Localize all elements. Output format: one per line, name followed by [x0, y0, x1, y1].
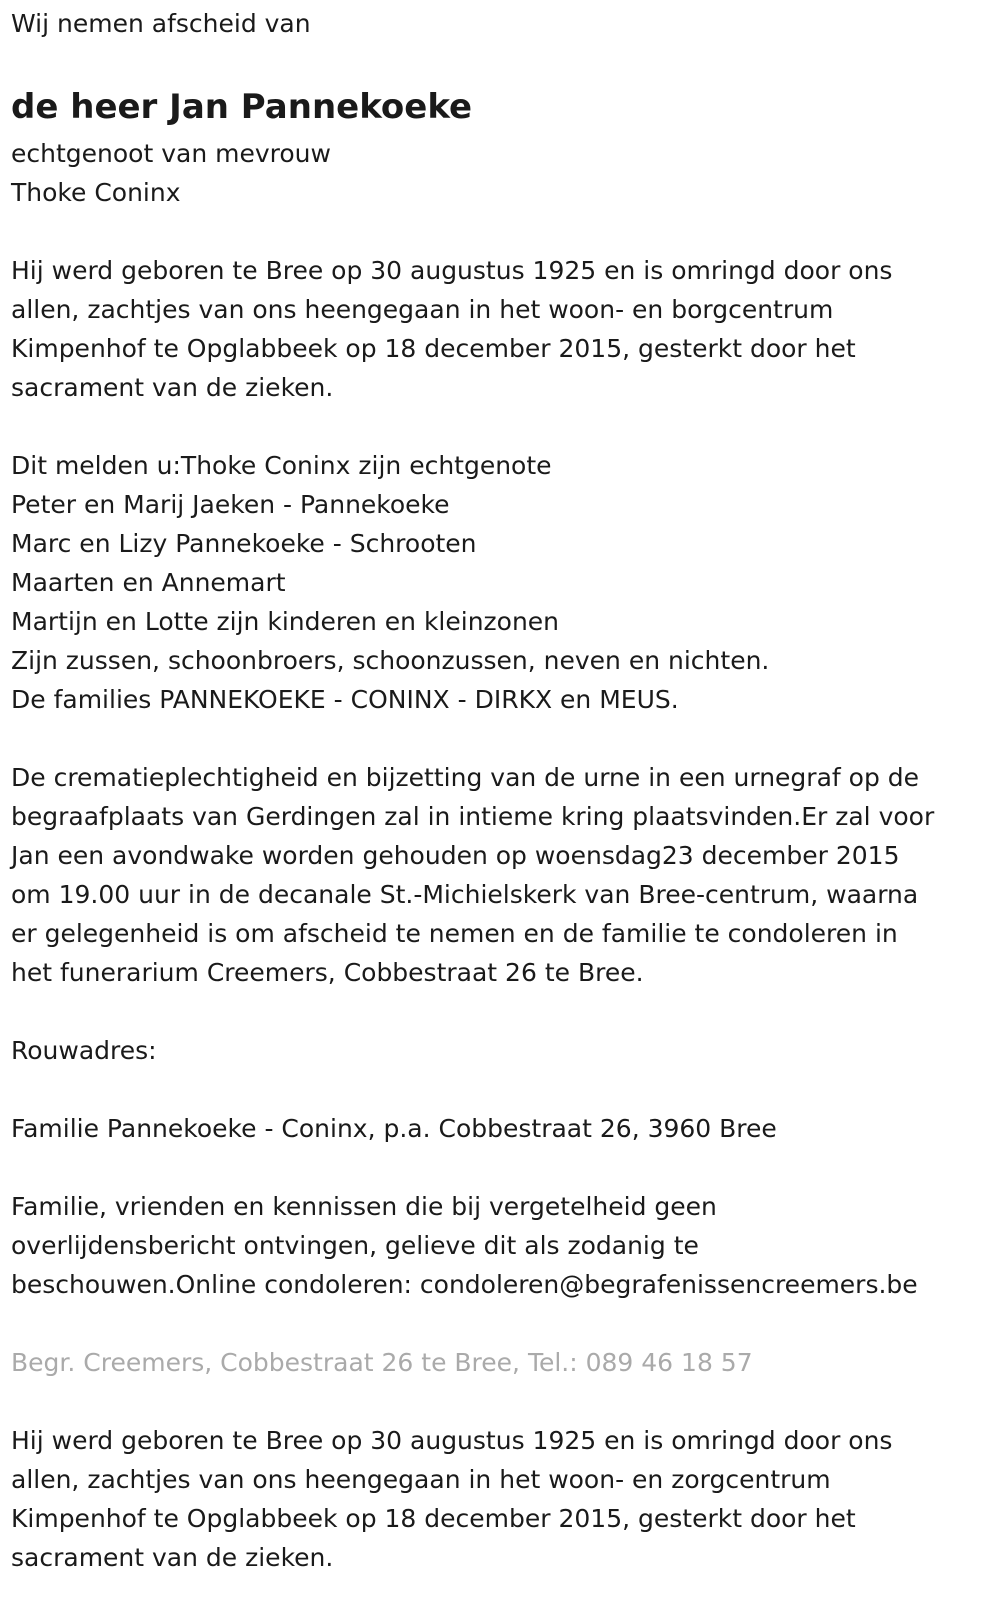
- paragraph-line: Familie, vrienden en kennissen die bij vergetelheid geen: [11, 1192, 717, 1221]
- paragraph-line: het funerarium Creemers, Cobbestraat 26 te Bree.: [11, 958, 644, 987]
- birth-paragraph: [11, 251, 991, 407]
- rouwadres-address: Familie Pannekoeke - Coninx, p.a. Cobbestraat 26, 3960 Bree: [11, 1114, 777, 1143]
- spacer: [11, 1070, 991, 1109]
- spacer: [11, 992, 991, 1031]
- paragraph-line: De crematieplechtigheid en bijzetting van de urne in een urnegraf op de: [11, 763, 920, 792]
- paragraph-line: er gelegenheid is om afscheid te nemen en de familie te condoleren in: [11, 919, 898, 948]
- rouwadres-label: Rouwadres:: [11, 1036, 157, 1065]
- paragraph-line: beschouwen.Online condoleren: condoleren@begrafenissencreemers.be: [11, 1270, 918, 1299]
- paragraph-line: Hij werd geboren te Bree op 30 augustus 1925 en is omringd door ons: [11, 1426, 893, 1455]
- paragraph-line: Kimpenhof te Opglabbeek op 18 december 2015, gesterkt door het: [11, 334, 856, 363]
- spacer: [11, 1304, 991, 1343]
- family-line: Peter en Marij Jaeken - Pannekoeke: [11, 490, 450, 519]
- paragraph-line: allen, zachtjes van ons heengegaan in het woon- en borgcentrum: [11, 295, 834, 324]
- paragraph-line: Kimpenhof te Opglabbeek op 18 december 2015, gesterkt door het: [11, 1504, 856, 1533]
- family-line: Martijn en Lotte zijn kinderen en kleinzonen: [11, 607, 560, 636]
- spacer: [11, 719, 991, 758]
- deceased-name: de heer Jan Pannekoeke: [11, 87, 473, 127]
- spacer: [11, 407, 991, 446]
- family-line: Marc en Lizy Pannekoeke - Schrooten: [11, 529, 477, 558]
- repeat-paragraph: [11, 1421, 991, 1577]
- paragraph-line: overlijdensbericht ontvingen, gelieve dit als zodanig te: [11, 1231, 699, 1260]
- obituary-notice: [11, 0, 991, 1577]
- paragraph-line: om 19.00 uur in de decanale St.-Michielskerk van Bree-centrum, waarna: [11, 880, 919, 909]
- notice-paragraph: [11, 1187, 991, 1304]
- spacer: [11, 212, 991, 251]
- family-line: Dit melden u:Thoke Coninx zijn echtgenote: [11, 451, 552, 480]
- spouse-line: echtgenoot van mevrouw: [11, 139, 331, 168]
- paragraph-line: Hij werd geboren te Bree op 30 augustus 1925 en is omringd door ons: [11, 256, 893, 285]
- paragraph-line: allen, zachtjes van ons heengegaan in het woon- en zorgcentrum: [11, 1465, 831, 1494]
- paragraph-line: begraafplaats van Gerdingen zal in intieme kring plaatsvinden.Er zal voor: [11, 802, 935, 831]
- family-line: Maarten en Annemart: [11, 568, 286, 597]
- intro-line: Wij nemen afscheid van: [11, 9, 311, 38]
- paragraph-line: sacrament van de zieken.: [11, 1543, 334, 1572]
- undertaker-info: Begr. Creemers, Cobbestraat 26 te Bree, Tel.: 089 46 18 57: [11, 1348, 753, 1377]
- family-list: [11, 446, 991, 719]
- paragraph-line: Jan een avondwake worden gehouden op woensdag23 december 2015: [11, 841, 900, 870]
- spouse-line: Thoke Coninx: [11, 178, 181, 207]
- spacer: [11, 1382, 991, 1421]
- family-line: Zijn zussen, schoonbroers, schoonzussen, neven en nichten.: [11, 646, 770, 675]
- spacer: [11, 1148, 991, 1187]
- paragraph-line: sacrament van de zieken.: [11, 373, 334, 402]
- family-line: De families PANNEKOEKE - CONINX - DIRKX en MEUS.: [11, 685, 679, 714]
- ceremony-paragraph: [11, 758, 991, 992]
- spouse-block: [11, 134, 991, 212]
